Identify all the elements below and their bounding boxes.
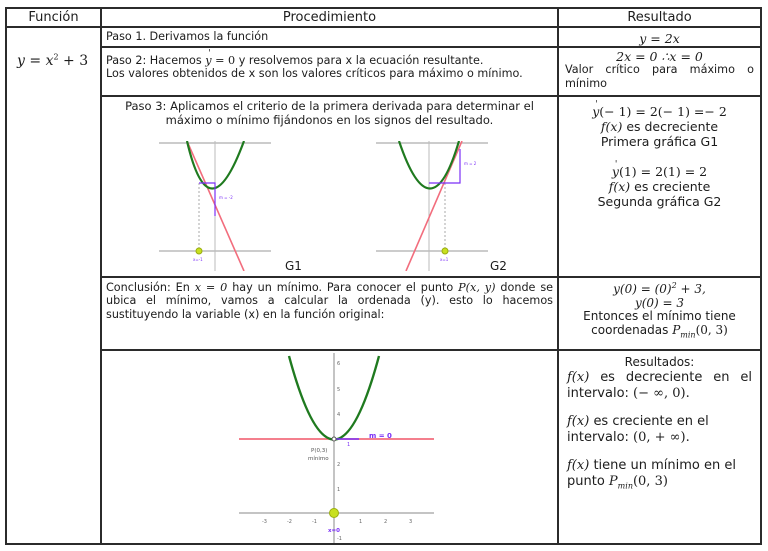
g1-derivative-y: y ' (592, 104, 599, 119)
step2-math-y: y ' (205, 54, 211, 67)
header-result: Resultado (559, 9, 760, 28)
g2-fx: f(x) (608, 179, 631, 194)
conclusion-p3: donde se ubica el mínimo, vamos a calcular la ordenada (y). esto lo hacemos sustituyendo la variable (x) en la función original: (106, 281, 554, 321)
r2-fx: f(x) (567, 414, 590, 429)
step2-suffix: y resolvemos para x la ecuación resultante. (238, 54, 484, 67)
row2-procedure (102, 48, 559, 97)
g2-increasing: es creciente (634, 179, 711, 194)
step3-text: Paso 3: Aplicamos el criterio de la primera derivada para determinar el máximo o mínimo fijándonos en los signos del resultado. (125, 99, 534, 127)
svg-text:1: 1 (337, 487, 341, 493)
header-function: Función (7, 9, 102, 28)
pmin-P: P (672, 322, 681, 337)
row1-procedure: Paso 1. Derivamos la función (102, 28, 559, 48)
pmin-sub: min (680, 329, 696, 339)
pmin-coords: (0, 3) (695, 322, 728, 337)
row4-procedure (102, 278, 559, 351)
function-constant: + 3 (63, 53, 89, 69)
conclusion-x0: x = 0 (194, 281, 228, 294)
r2-interval: (0, + ∞). (633, 430, 690, 445)
g1-point-label: x=-1 (193, 257, 203, 262)
svg-text:1: 1 (359, 519, 363, 525)
substitution-exp: 2 (671, 281, 677, 290)
step2-line2: Los valores obtenidos de x son los valores críticos para máximo o mínimo. (106, 67, 523, 81)
r3-sub: min (617, 481, 633, 491)
g2-slope-label: m = 2 (464, 161, 477, 166)
critical-equation: 2x = 0 ∴x = 0 (616, 49, 703, 64)
g2-derivative-y: y ' (612, 164, 619, 179)
r1-interval: (− ∞, 0). (633, 386, 690, 401)
svg-text:-3: -3 (262, 519, 267, 525)
minimum-slope-label: m = 0 (369, 432, 392, 440)
row3-result (559, 97, 760, 278)
svg-text:4: 4 (337, 412, 341, 418)
svg-text:-1: -1 (337, 536, 342, 542)
critical-value-text: Valor crítico para máximo o mínimo (565, 63, 754, 90)
derivative-symbol: y ' (639, 31, 646, 46)
r1-fx: f(x) (567, 370, 590, 385)
g2-point-label: x=1 (440, 257, 449, 262)
g1-caption: Primera gráfica G1 (600, 134, 719, 149)
svg-text:2: 2 (337, 462, 341, 468)
minimum-text: Entonces el mínimo tiene (583, 309, 736, 323)
x0-label: x=0 (328, 528, 340, 534)
graph-g1-label: G1 (285, 259, 302, 273)
svg-text:5: 5 (337, 387, 341, 393)
g2-derivative-eq: (1) = 2(1) = 2 (618, 164, 708, 179)
svg-text:-2: -2 (287, 519, 292, 525)
r3-fx: f(x) (567, 458, 590, 473)
g2-caption: Segunda gráfica G2 (597, 194, 722, 209)
graph-g2 (376, 141, 488, 271)
function-cell (7, 28, 102, 543)
step2-math-rest: = 0 (215, 54, 236, 67)
graph-g2-label: G2 (490, 259, 507, 273)
row4-result (559, 278, 760, 351)
row1-result (559, 28, 760, 48)
g1-fx: f(x) (600, 119, 623, 134)
conclusion-p2: hay un mínimo. Para conocer el punto (232, 281, 454, 294)
conclusion-point: P(x, y) (458, 281, 496, 294)
svg-text:-1: -1 (312, 519, 317, 525)
svg-text:1: 1 (347, 442, 351, 448)
g1-derivative-eq: (− 1) = 2(− 1) =− 2 (599, 104, 727, 119)
substitution-result: y(0) = 3 (634, 295, 685, 310)
r3-text: tiene un mínimo en el punto (567, 458, 736, 489)
g1-slope-label: m = -2 (219, 195, 233, 200)
g1-decreasing: es decreciente (626, 119, 719, 134)
step2-prefix: Paso 2: Hacemos (106, 54, 202, 67)
function-base: x (45, 53, 54, 69)
graph-minimum (239, 353, 434, 543)
minimum-point-label: P(0,3) (311, 448, 328, 454)
row2-result (559, 48, 760, 97)
function-lhs: y (17, 53, 25, 69)
row5-procedure (102, 351, 559, 543)
svg-text:6: 6 (337, 361, 341, 367)
svg-text:2: 2 (384, 519, 388, 525)
header-procedure: Procedimiento (102, 9, 559, 28)
coords-text: coordenadas (591, 322, 669, 337)
results-title: Resultados: (624, 355, 695, 369)
derivative-result: = 2x (650, 31, 680, 46)
minimum-point-label2: mínimo (308, 456, 329, 462)
function-exponent: 2 (53, 52, 59, 62)
row5-result (559, 351, 760, 543)
svg-text:3: 3 (409, 519, 413, 525)
function-eq: = (29, 53, 42, 69)
function-analysis-table (5, 7, 762, 545)
substitution-b: + 3, (680, 282, 706, 296)
r2-text: es creciente en el intervalo: (567, 414, 709, 445)
graph-g1 (159, 141, 271, 271)
conclusion-p1: Conclusión: En (106, 281, 190, 294)
r1-text: es decreciente en el intervalo: (567, 370, 752, 401)
r3-P: P (608, 474, 618, 489)
substitution-a: y(0) = (0) (613, 282, 672, 296)
r3-coords: (0, 3) (632, 474, 668, 489)
row3-procedure (102, 97, 559, 278)
